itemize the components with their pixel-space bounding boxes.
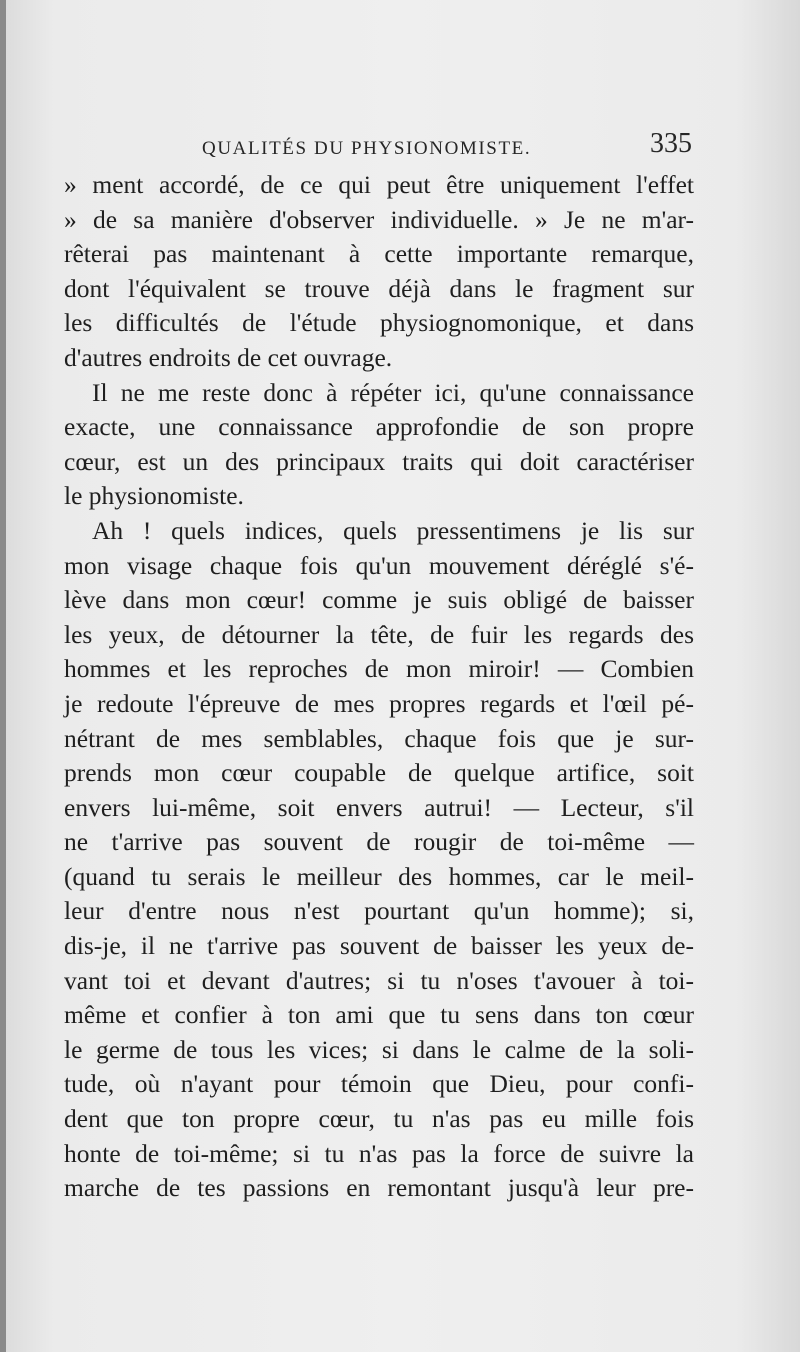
text-line: Il ne me reste donc à répéter ici, qu'une connaissance [92,377,694,407]
text-line: cœur, est un des principaux traits qui doit caractériser [64,446,694,476]
text-line: » de sa manière d'observer individuelle. » Je ne m'ar- [64,204,694,234]
page-number: 335 [650,128,692,159]
text-line: (quand tu serais le meilleur des hommes, car le meil- [64,861,694,891]
text-line: mon visage chaque fois qu'un mouvement déréglé s'é- [64,550,694,580]
text-line: même et confier à ton ami que tu sens dans ton cœur [64,1000,694,1030]
text-line: nétrant de mes semblables, chaque fois que je sur- [64,723,694,753]
text-line: les yeux, de détourner la tête, de fuir les regards des [64,619,694,649]
text-line: hommes et les reproches de mon miroir! — Combien [64,654,694,684]
text-line: prends mon cœur coupable de quelque artifice, soit [64,758,694,788]
text-line: les difficultés de l'étude physiognomonique, et dans [64,308,694,338]
text-line: honte de toi-même; si tu n'as pas la force de suivre la [64,1138,694,1168]
text-line: lève dans mon cœur! comme je suis obligé de baisser [64,585,694,615]
text-line: envers lui-même, soit envers autrui! — Lecteur, s'il [64,792,694,822]
text-line: d'autres endroits de cet ouvrage. [64,342,393,372]
text-line: dis-je, il ne t'arrive pas souvent de baisser les yeux de- [64,931,694,961]
text-line: rêterai pas maintenant à cette importante remarque, [64,239,694,269]
text-line: le germe de tous les vices; si dans le calme de la soli- [64,1034,694,1064]
text-line: vant toi et devant d'autres; si tu n'oses t'avouer à toi- [64,965,694,995]
text-line: dent que ton propre cœur, tu n'as pas eu mille fois [64,1104,694,1134]
body-text [64,168,694,1206]
text-line: marche de tes passions en remontant jusqu'à leur pre- [64,1173,694,1203]
text-line: tude, où n'ayant pour témoin que Dieu, pour confi- [64,1069,694,1099]
text-line: leur d'entre nous n'est pourtant qu'un homme); si, [64,896,694,926]
text-line: ne t'arrive pas souvent de rougir de toi-même — [64,827,694,857]
page-header [202,128,692,168]
text-line: Ah ! quels indices, quels pressentimens je lis sur [92,515,694,545]
running-title: QUALITÉS DU PHYSIONOMISTE. [202,138,532,159]
book-page [6,0,800,1352]
text-line: le physionomiste. [64,481,244,511]
text-line: dont l'équivalent se trouve déjà dans le fragment sur [64,273,694,303]
text-line: exacte, une connaissance approfondie de son propre [64,412,694,442]
text-line: » ment accordé, de ce qui peut être uniquement l'effet [64,170,694,199]
text-line: je redoute l'épreuve de mes propres regards et l'œil pé- [64,688,694,718]
